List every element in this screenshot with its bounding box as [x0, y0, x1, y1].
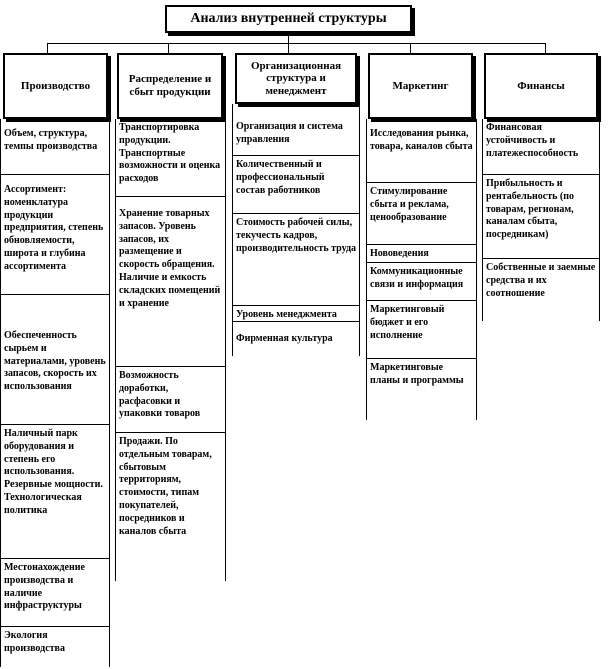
list-item: Стимулирование сбыта и реклама, ценообразование — [367, 185, 476, 245]
list-item: Финансовая устойчивость и платежеспособность — [483, 121, 599, 175]
connector-horizontal — [47, 43, 545, 44]
column-distribution — [115, 119, 226, 581]
connector-col-1 — [47, 43, 48, 53]
connector-col-2 — [168, 43, 169, 53]
list-item: Обеспеченность сырьем и материалами, уровень запасов, скорость их использования — [1, 329, 109, 425]
list-item: Фирменная культура — [236, 333, 333, 344]
list-item: Экология производства — [4, 630, 65, 654]
list-item: Транспортировка продукции. Транспортные возможности и оценка расходов — [116, 121, 225, 197]
heading-distribution: Распределение и сбыт продукции — [117, 53, 223, 119]
list-item: Собственные и заемные средства и их соотношение — [486, 262, 596, 299]
list-item: Прибыльность и рентабельность (по товарам, регионам, каналам сбыта, посредникам) — [483, 177, 599, 259]
list-item: Количественный и профессиональный состав работников — [233, 158, 359, 214]
column-organization — [232, 104, 360, 356]
heading-production: Производство — [3, 53, 108, 119]
list-item: Стоимость рабочей силы, текучесть кадров, производительность труда — [233, 216, 359, 306]
list-item: Местонахождение производства и наличие инфраструктуры — [1, 561, 109, 627]
list-item: Хранение товарных запасов. Уровень запасов, их размещение и скорость обращения. Наличие и емкость складских помещений и хранение — [116, 207, 225, 367]
connector-title-down — [288, 33, 289, 43]
connector-col-5 — [545, 43, 546, 53]
list-item: Наличный парк оборудования и степень его использования. Резервные мощности. Технологическая политика — [1, 427, 109, 559]
list-item: Маркетинговые планы и программы — [370, 362, 464, 386]
list-item: Объем, структура, темпы производства — [1, 127, 109, 175]
list-item: Ассортимент: номенклатура продукции предприятия, степень обновляемости, широта и глубина ассортимента — [1, 183, 109, 295]
list-item: Нововедения — [367, 247, 476, 263]
column-finance — [482, 119, 600, 321]
list-item: Организация и система управления — [233, 120, 359, 156]
connector-col-3 — [288, 43, 289, 53]
column-marketing — [366, 119, 477, 420]
list-item: Коммуникационные связи и информация — [367, 265, 476, 301]
column-production — [0, 119, 110, 667]
list-item: Исследования рынка, товара, каналов сбыта — [367, 127, 476, 183]
heading-marketing: Маркетинг — [368, 53, 473, 119]
list-item: Продажи. По отдельным товарам, сбытовым территориям, стоимости, типам покупателей, посредников и каналов сбыта — [119, 436, 212, 537]
list-item: Маркетинговый бюджет и его исполнение — [367, 303, 476, 359]
connector-col-4 — [410, 43, 411, 53]
list-item: Уровень менеджмента — [233, 308, 359, 322]
diagram-title: Анализ внутренней структуры — [165, 5, 412, 33]
heading-organization: Организационная структура и менеджмент — [235, 53, 357, 104]
heading-finance: Финансы — [484, 53, 598, 119]
list-item: Возможность доработки, расфасовки и упаковки товаров — [116, 369, 225, 433]
